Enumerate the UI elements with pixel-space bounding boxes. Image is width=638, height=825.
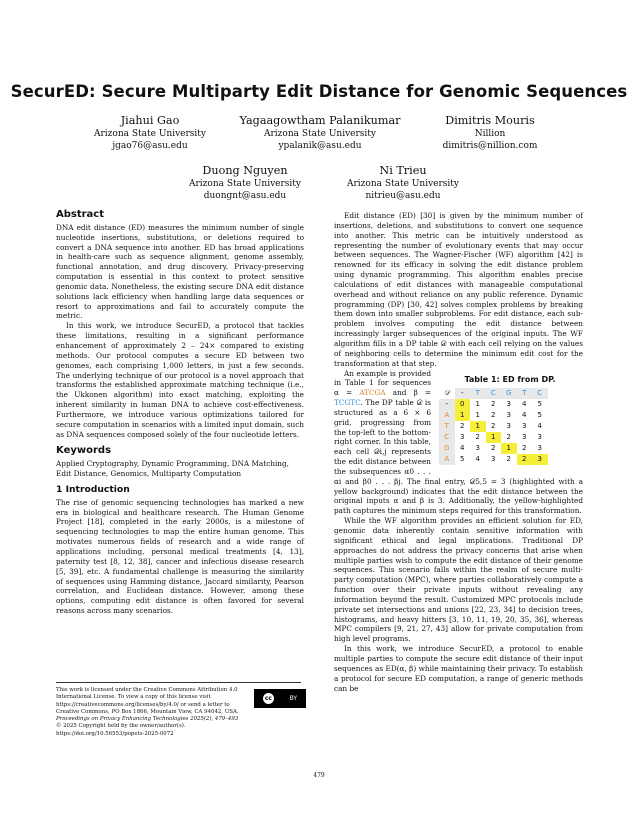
table-row	[439, 443, 548, 454]
table-cell: 3	[537, 443, 542, 452]
table-row-label: A	[439, 454, 455, 465]
introduction-paragraph-1: The rise of genomic sequencing technologies has marked a new era in biological and healthcare research. The Human Genome Project [18], completed in the early 2000s, is a milestone of sequencing technologies to map the entire human genome. This motivates numerous fields of research and a wide range of applications including, personal medical treatments [4, 13], paternity test [8, 12, 38], cancer and infectious disease research [5, 39], etc. A fundamental challenge is measuring the similarity of sequences using Hamming distance, Jaccard similarity, Pearson correlation, and Euclidean distance. However, among these options, computing edit distance is often favored for several reasons across many scenarios.	[56, 497, 304, 616]
table-cell: 2	[475, 432, 480, 441]
author-5: Ni Trieu Arizona State University nitrieu@asu.edu	[347, 164, 459, 202]
table-row-label: C	[439, 432, 455, 443]
table-cell: 5	[537, 399, 542, 408]
table-header-cell: C	[532, 388, 548, 399]
table-cell: 2	[506, 432, 511, 441]
table-cell: 5	[460, 454, 465, 463]
proceedings-line: Proceedings on Privacy Enhancing Technologies 2025(2), 479–493	[56, 716, 239, 723]
table-cell: 3	[537, 432, 542, 441]
table-cell: 2	[506, 454, 511, 463]
left-column	[56, 210, 304, 616]
table-caption: Table 1: ED from DP.	[464, 374, 556, 384]
table-cell: 4	[475, 454, 480, 463]
table-cell: 3	[506, 410, 511, 419]
table-cell: 2	[491, 421, 496, 430]
table-cell: 1	[475, 399, 480, 408]
introduction-heading: 1 Introduction	[56, 483, 130, 495]
table-cell: 1	[470, 421, 486, 432]
table-cell: 4	[522, 410, 527, 419]
table-cell: 3	[491, 454, 496, 463]
table-cell: 4	[460, 443, 465, 452]
paper-title: SecurED: Secure Multiparty Edit Distance for Genomic Sequences	[10, 82, 628, 101]
table-row	[439, 410, 548, 421]
table-row	[439, 421, 548, 432]
table-cell: 5	[537, 410, 542, 419]
table-header-cell: -	[455, 388, 471, 399]
table-row	[439, 432, 548, 443]
table-cell: 4	[537, 421, 542, 430]
copyright-line: © 2025 Copyright held by the owner/author(s).	[56, 723, 186, 730]
table-header-cell: T	[470, 388, 486, 399]
dp-table	[439, 388, 548, 465]
table-cell: 3	[522, 421, 527, 430]
table-row	[439, 454, 548, 465]
keywords-text: Applied Cryptography, Dynamic Programming, DNA Matching, Edit Distance, Genomics, Multiparty Computation	[56, 459, 290, 479]
table-cell: 3	[475, 443, 480, 452]
table-cell: 1	[486, 432, 502, 443]
table-cell: 4	[522, 399, 527, 408]
table-cell: 3	[460, 432, 465, 441]
alpha-sequence: ATCGA	[359, 388, 386, 398]
table-cell: 1	[475, 410, 480, 419]
author-4: Duong Nguyen Arizona State University duongnt@asu.edu	[189, 164, 301, 202]
table-cell: 3	[506, 399, 511, 408]
doi-line: https://doi.org/10.56553/popets-2025-0072	[56, 730, 174, 737]
right-paragraph-1: Edit distance (ED) [30] is given by the minimum number of insertions, deletions, and substitutions to convert one sequence into another. This metric can be intuitively understood as representing the number of evolutionary events that may occur between sequences. The Wagner-Fischer (WF) algorithm [42] is renowned for its efficacy in solving the edit distance problem using dynamic programming. This algorithm enables precise calculations of edit distances with manageable computational overhead and without reliance on any public reference. Dynamic programming (DP) [30, 42] solves complex problems by breaking them down into smaller subproblems. For edit distance, each sub-problem involves computing the edit distance between increasingly larger subsequences of the original inputs. The WF algorithm fills in a DP table 𝒟 with each cell relying on the values of neighboring cells to determine the minimum edit cost for the transformation at that step.	[334, 211, 583, 368]
table-cell: 2	[460, 421, 465, 430]
table-cell: 2	[491, 399, 496, 408]
table-row	[439, 399, 548, 410]
table-cell: 2	[517, 454, 533, 465]
table-cell: 2	[491, 410, 496, 419]
table-header-cell: T	[517, 388, 533, 399]
table-cell: 1	[455, 410, 471, 421]
table-header-cell: G	[501, 388, 517, 399]
keywords-heading: Keywords	[56, 445, 112, 457]
abstract-paragraph-2: In this work, we introduce SecurED, a protocol that tackles these limitations, resulting in a significant performance enhancement of approximately 2 – 24× compared to existing methods. Our protocol computes a secure ED between two genomes, each comprising 1,000 letters, in just a few seconds. The underlying technique of our protocol is a novel approach that transforms the established approximate matching technique (i.e., the Ukkonen algorithm) into exact matching, exploiting the inherent similarity in human DNA to achieve cost-effectiveness. Furthermore, we introduce various optimizations tailored for secure computation in scenarios with a limited input domain, such as DNA sequences composed solely of the four nucleotide letters.	[56, 321, 304, 439]
table-header-cell: C	[486, 388, 502, 399]
right-paragraph-2: An example is provided in Table 1 for sequences α = ATCGA and β = TCGTC. The DP table 𝒟 is structured as a 6 × 6 grid, progressing from the top-left to the bottom-right corner. In this table, each cell 𝒟i,j represents the edit distance between the subsequences α0 . . . αi and β0 . . . βj. The final entry, 𝒟5,5 = 3 (highlighted with a yellow background) indicates that the edit distance between the original inputs α and β is 3. Additionally, the yellow-highlighted path captures the minimum steps required for this transformation.	[334, 368, 583, 516]
table-cell: 3	[522, 432, 527, 441]
table-cell: 2	[491, 443, 496, 452]
table-cell: 0	[455, 399, 471, 410]
right-paragraph-3: While the WF algorithm provides an efficient solution for ED, genomic data inherently contain sensitive information with significant ethical and legal implications. Traditional DP approaches do not address the privacy concerns that arise when multiple parties wish to compute the edit distance of their genome sequences. This scenario falls within the realm of secure multi-party computation (MPC), where parties collaboratively compute a function over their private inputs without revealing any information beyond the result. Customized MPC protocols include private set intersections and unions [22, 23, 34] to decision trees, histograms, and heavy hitters [3, 10, 11, 19, 20, 35, 36], whereas MPC compilers [9, 21, 27, 43] allow for private computation from high level programs.	[334, 516, 583, 644]
table-cell: 3	[532, 454, 548, 465]
table-1	[437, 369, 583, 466]
table-row-label: T	[439, 421, 455, 432]
table-corner-label: 𝒟	[443, 388, 450, 397]
author-2: Yagaagowtham Palanikumar Arizona State University ypalanik@asu.edu	[239, 114, 401, 152]
table-cell: 2	[522, 443, 527, 452]
right-column	[334, 211, 583, 693]
author-1: Jiahui Gao Arizona State University jgao76@asu.edu	[94, 114, 206, 152]
table-cell: 1	[501, 443, 517, 454]
abstract-heading: Abstract	[56, 209, 105, 220]
beta-sequence: TCGTC	[334, 398, 361, 408]
right-paragraph-4: In this work, we introduce SecurED, a protocol to enable multiple parties to compute the secure edit distance of their input sequences as ED(α, β) while maintaining their privacy. To establish a protocol for secure ED computation, a range of generic methods can be	[334, 644, 583, 693]
table-cell: 3	[506, 421, 511, 430]
license-text: This work is licensed under the Creative Commons Attribution 4.0 International License. To view a copy of this license visit https://creativecommons.org/licenses/by/4.0/ or send a letter to Creative Commons, PO Box 1866, Mountain View, CA 94042, USA.	[56, 687, 239, 715]
table-row-label: A	[439, 410, 455, 421]
cc-icon: cc	[264, 695, 272, 702]
abstract-paragraph-1: DNA edit distance (ED) measures the minimum number of single nucleotide insertions, substitutions, or deletions required to convert a DNA sequence into another. ED has broad applications in health-care such as sequence alignment, genome assembly, functional annotation, and drug discovery. Privacy-preserving computation is essential in this context to protect sensitive genomic data. Nonetheless, the existing secure DNA edit distance solutions lack efficiency when handling large data sequences or resort to approximations and fail to accurately compute the metric.	[56, 222, 304, 321]
page-number: 479	[313, 772, 325, 779]
table-row-label: -	[439, 399, 455, 410]
by-label: BY	[289, 695, 298, 702]
table-row-label: G	[439, 443, 455, 454]
cc-by-badge	[254, 689, 306, 708]
author-3: Dimitris Mouris Nillion dimitris@nillion.com	[442, 114, 538, 152]
